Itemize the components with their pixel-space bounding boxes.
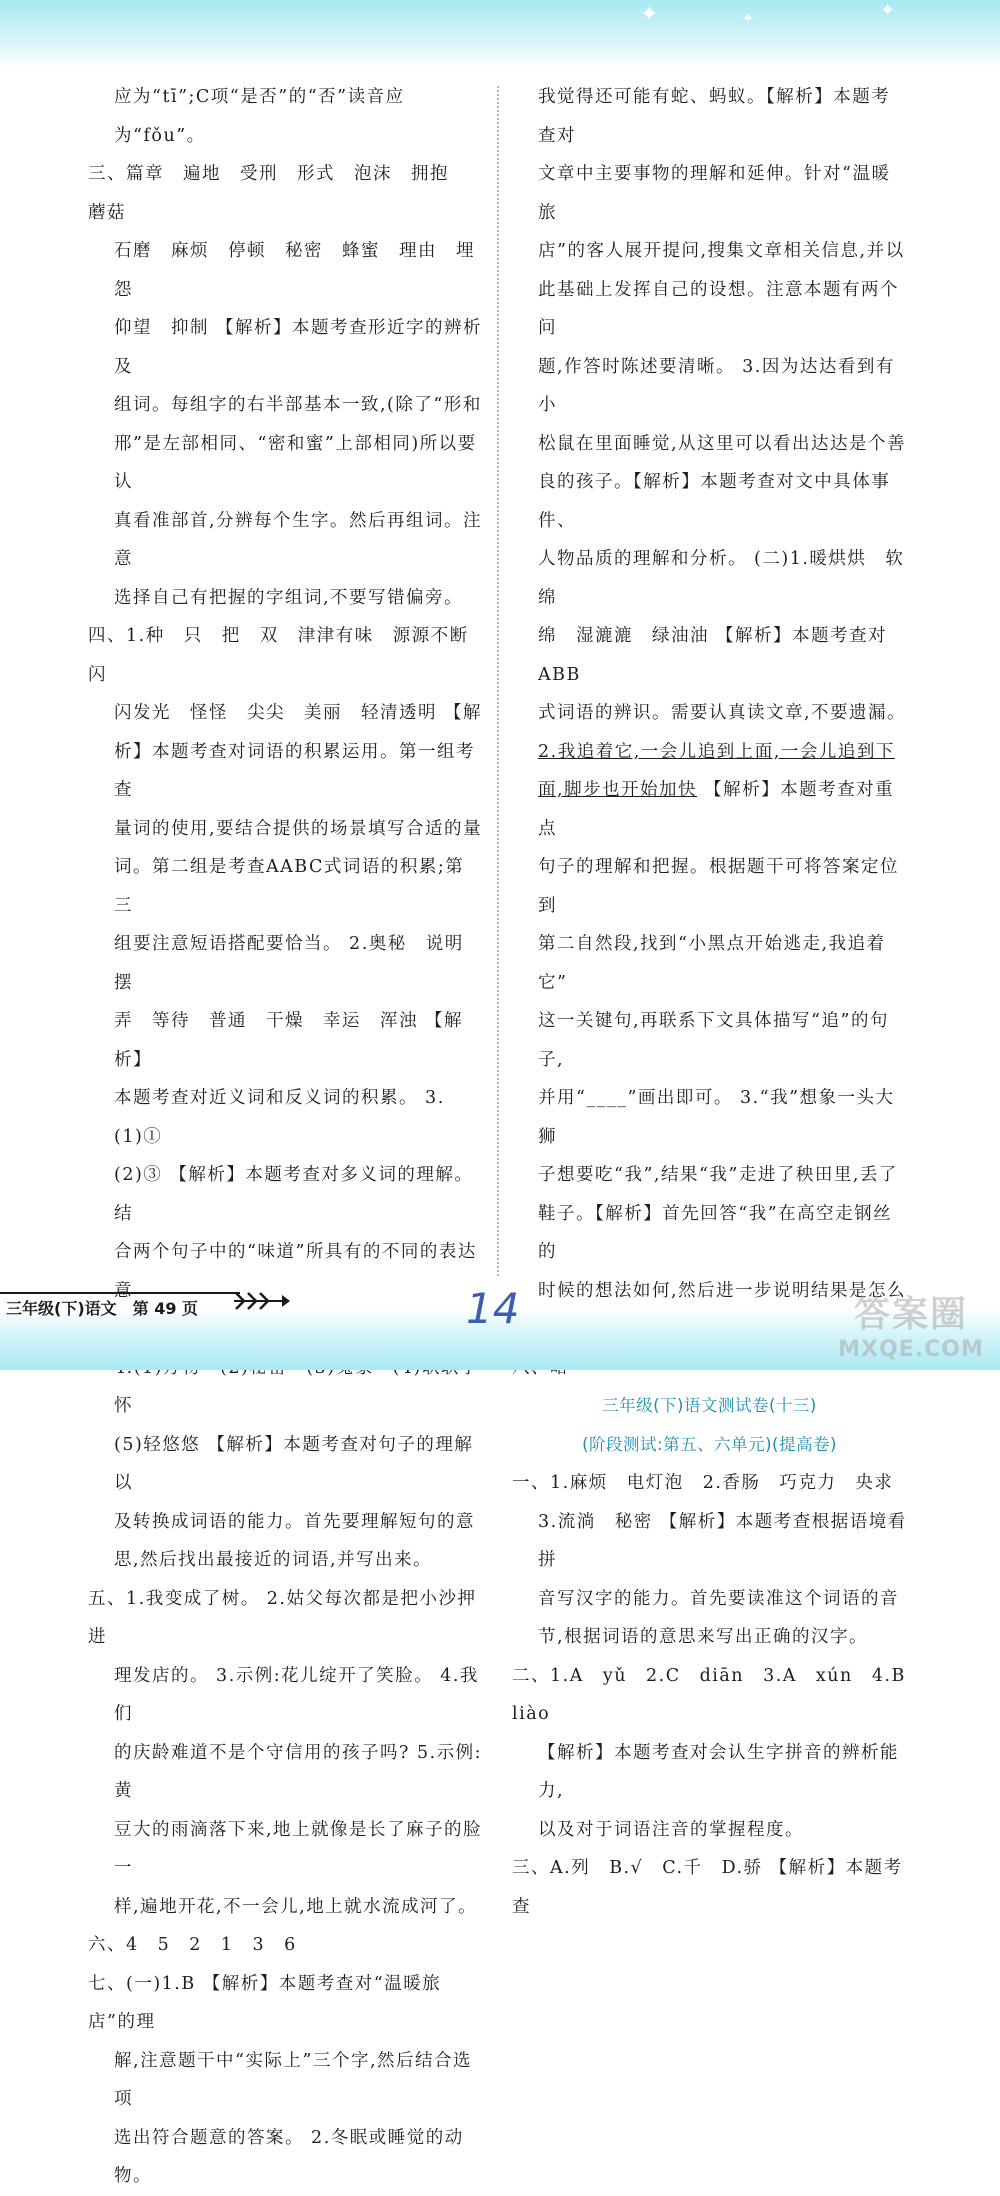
answer-line: 闪发光 怪怪 尖尖 美丽 轻清透明 【解 (114, 703, 483, 723)
answer-line: 六、4 5 2 1 3 6 (88, 1935, 297, 1955)
answer-line: 选出符合题意的答案。 2.冬眠或睡觉的动物。 (114, 2127, 464, 2186)
arrow-decoration-icon (234, 1290, 290, 1312)
answer-line: 思,然后找出最接近的词语,并写出来。 (114, 1550, 433, 1570)
answer-line: 鞋子。【解析】首先回答“我”在高空走钢丝的 (538, 1203, 893, 1262)
answer-line: 应为“tī”;C项“是否”的“否”读音应为“fǒu”。 (114, 87, 405, 146)
sparkle-icon: ✦ (880, 0, 896, 21)
answer-line: 我觉得还可能有蛇、蚂蚁。【解析】本题考查对 (538, 87, 891, 146)
watermark-url: MXQE.COM (838, 1337, 984, 1362)
answer-line: 人物品质的理解和分析。 (二)1.暖烘烘 软绵 (538, 549, 905, 608)
page-footer-label: 三年级(下)语文 第 49 页 (6, 1299, 199, 1318)
underlined-answer-line (512, 733, 907, 772)
answer-line: 量词的使用,要结合提供的场景填写合适的量 (114, 818, 483, 839)
answer-line: 一、1.麻烦 电灯泡 2.香肠 巧克力 央求 (512, 1473, 894, 1493)
analysis-text: 【解析】本题考查对重点 (538, 780, 895, 839)
answer-line: 三、篇章 遍地 受刑 形式 泡沫 拥抱 蘑菇 (88, 164, 468, 223)
top-decorative-band (0, 0, 1000, 70)
test-title: 三年级(下)语文测试卷(十三) (602, 1396, 817, 1415)
sparkle-icon: ✦ (742, 11, 754, 27)
answer-line: 理发店的。 3.示例:花儿绽开了笑脸。 4.我们 (114, 1665, 479, 1724)
answer-line: 真看准部首,分辨每个生字。然后再组词。注意 (114, 510, 483, 569)
answer-line: 此基础上发挥自己的设想。注意本题有两个问 (538, 279, 899, 338)
answer-line: 节,根据词语的意思来写出正确的汉字。 (538, 1627, 869, 1647)
answer-line: (2)③ 【解析】本题考查对多义词的理解。结 (114, 1165, 474, 1224)
answer-line: 店”的客人展开提问,搜集文章相关信息,并以 (538, 241, 905, 261)
answer-line: 良的孩子。【解析】本题考查对文中具体事件、 (538, 472, 891, 531)
answer-line: 弄 等待 普通 干燥 幸运 浑浊 【解析】 (114, 1011, 464, 1070)
answer-line: 五、1.我变成了树。 2.姑父每次都是把小沙押进 (88, 1588, 477, 1647)
underlined-answer: 面,脚步也开始加快 (538, 780, 698, 800)
answer-line: 三、A.列 B.√ C.千 D.骄 【解析】本题考查 (512, 1858, 903, 1917)
answer-line: 邢”是左部相同、“密和蜜”上部相同)所以要认 (114, 433, 477, 492)
answer-line: 解,注意题干中“实际上”三个字,然后结合选项 (114, 2050, 473, 2109)
answer-line: 式词语的辨识。需要认真读文章,不要遗漏。 (538, 703, 907, 723)
answer-line: 样,遍地开花,不一会儿,地上就水流成河了。 (114, 1896, 478, 1917)
answer-line: 及转换成词语的能力。首先要理解短句的意 (114, 1511, 475, 1532)
answer-line: 二、1.A yǔ 2.C diān 3.A xún 4.B liào (512, 1665, 925, 1724)
answer-line: 怀 (114, 1396, 133, 1416)
answer-line: 绵 湿漉漉 绿油油 【解析】本题考查对ABB (538, 626, 888, 685)
watermark-logo-text: 答案圈 (853, 1294, 968, 1335)
left-column (88, 78, 488, 2196)
answer-line: 句子的理解和把握。根据题干可将答案定位到 (538, 857, 899, 916)
sparkle-icon: ✦ (640, 2, 659, 27)
answer-line: 3.流淌 秘密 【解析】本题考查根据语境看拼 (538, 1511, 907, 1570)
answer-line: 组词。每组字的右半部基本一致,(除了“形和 (114, 395, 482, 415)
answer-line (512, 771, 907, 848)
footer-rule (0, 1292, 240, 1294)
answer-line: 组要注意短语搭配要恰当。 2.奥秘 说明 摆 (114, 934, 483, 993)
answer-line: 并用“____”画出即可。 3.“我”想象一头大狮 (538, 1088, 895, 1147)
answer-line: 仰望 抑制 【解析】本题考查形近字的辨析及 (114, 318, 483, 377)
answer-line: 这一关键句,再联系下文具体描写“追”的句子, (538, 1011, 889, 1070)
answer-line: 石磨 麻烦 停顿 秘密 蜂蜜 理由 埋怨 (114, 241, 475, 300)
column-divider (497, 86, 499, 1276)
answer-line: 选择自己有把握的字组词,不要写错偏旁。 (114, 587, 464, 608)
answer-line: 七、(一)1.B 【解析】本题考查对“温暖旅店”的理 (88, 1973, 442, 2032)
answer-line: 以及对于词语注音的掌握程度。 (538, 1819, 804, 1840)
answer-line: 音写汉字的能力。首先要读准这个词语的音 (538, 1588, 899, 1609)
answer-line: 第二自然段,找到“小黑点开始逃走,我追着它” (538, 934, 886, 993)
answer-line: 【解析】本题考查对会认生字拼音的辨析能力, (538, 1742, 899, 1801)
answer-line: 题,作答时陈述要清晰。 3.因为达达看到有小 (538, 356, 895, 415)
answer-line: 豆大的雨滴落下来,地上就像是长了麻子的脸一 (114, 1819, 483, 1878)
site-watermark (836, 1286, 986, 1362)
answer-line: 析】本题考查对词语的积累运用。第一组考查 (114, 741, 475, 800)
answer-line: 松鼠在里面睡觉,从这里可以看出达达是个善 (538, 433, 907, 454)
answer-line: 合两个句子中的“味道”所具有的不同的表达意 (114, 1242, 477, 1301)
answer-line: (5)轻悠悠 【解析】本题考查对句子的理解以 (114, 1434, 474, 1493)
test-subtitle: (阶段测试:第五、六单元)(提高卷) (582, 1434, 837, 1454)
handwritten-page-number: 14 (466, 1284, 520, 1333)
answer-line: 文章中主要事物的理解和延伸。针对“温暖旅 (538, 164, 891, 223)
answer-line: 本题考查对近义词和反义词的积累。 3.(1)① (114, 1088, 445, 1147)
underlined-answer: 2.我追着它,一会儿追到上面,一会儿追到下 (538, 741, 895, 762)
answer-line: 的庆龄难道不是个守信用的孩子吗? 5.示例:黄 (114, 1742, 483, 1801)
answer-line: 子想要吃“我”,结果“我”走进了秧田里,丢了 (538, 1165, 898, 1185)
answer-line: 词。第二组是考查AABC式词语的积累;第三 (114, 857, 465, 916)
answer-line: 四、1.种 只 把 双 津津有味 源源不断 闪 (88, 626, 488, 685)
answer-line: 时候的想法如何,然后进一步说明结果是怎么 (538, 1280, 907, 1301)
